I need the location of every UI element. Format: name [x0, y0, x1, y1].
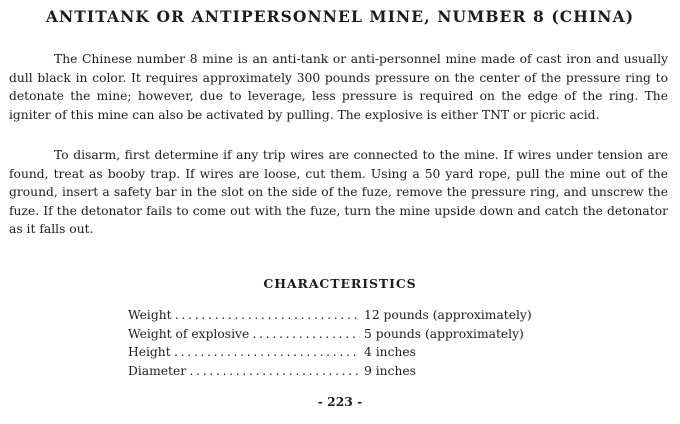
characteristic-label: Weight . . . [128, 306, 360, 325]
description-paragraph: The Chinese number 8 mine is an anti-tank or anti-personnel mine made of cast iron and usually dull black in color. It requires approximately 300 pounds pressure on the center of the pressure ring to detonate the mine; however, due to leverage, less pressure is required on the edge of the ring. The igniter of this mine can also be activated by pulling. The explosive is either TNT or picric acid. [9, 52, 668, 122]
page-number: - 223 - [317, 394, 363, 409]
characteristic-row [128, 306, 532, 325]
characteristic-value: 5 pounds (approximately) [364, 326, 524, 341]
characteristic-label: Diameter . . . [128, 362, 360, 381]
characteristic-row [128, 343, 532, 362]
page-title: ANTITANK OR ANTIPERSONNEL MINE, NUMBER 8 (CHINA) [45, 7, 635, 26]
characteristic-row [128, 325, 532, 344]
disarm-paragraph: To disarm, first determine if any trip wires are connected to the mine. If wires under tension are found, treat as booby trap. If wires are loose, cut them. Using a 50 yard rope, pull the mine out of the ground, insert a safety bar in the slot on the side of the fuze, remove the pressure ring, and unscrew the fuze. If the detonator fails to come out with the fuze, turn the mine upside down and catch the detonator as it falls out. [9, 148, 668, 237]
characteristic-label: Height . . . [128, 343, 360, 362]
characteristic-value: 12 pounds (approximately) [364, 308, 532, 322]
characteristics-heading: CHARACTERISTICS [263, 276, 417, 291]
characteristic-label: Weight of explosive . . . [128, 325, 360, 344]
characteristic-row [128, 362, 532, 381]
characteristic-value: 4 inches [364, 345, 416, 360]
characteristic-value: 9 inches [364, 363, 416, 378]
characteristics-list [128, 306, 532, 380]
